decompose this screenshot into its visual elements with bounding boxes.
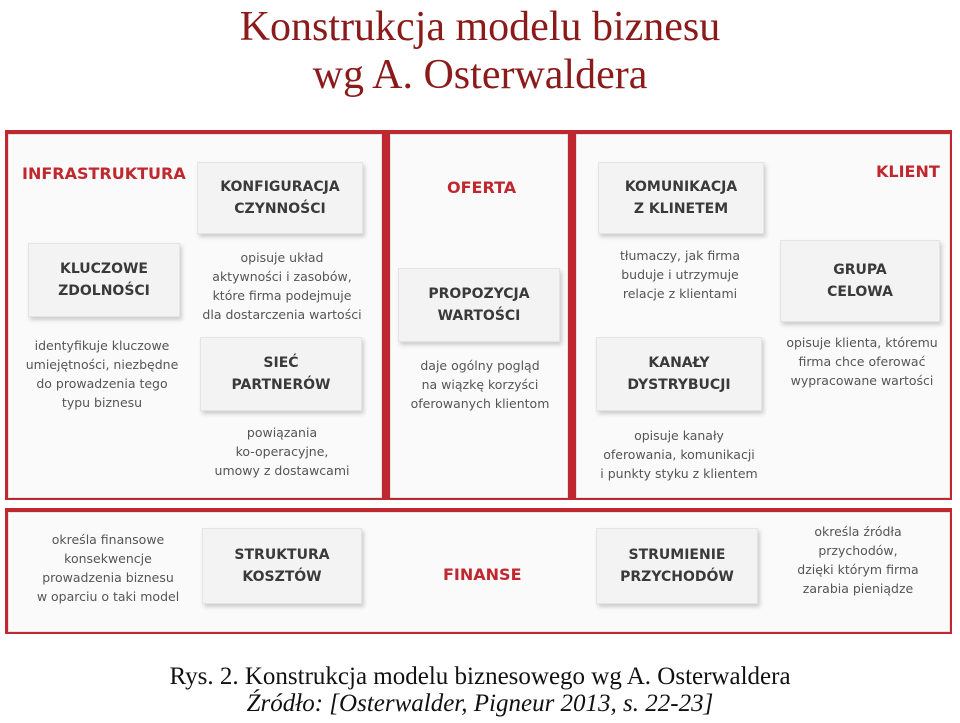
revenue-streams-desc: określa źródła przychodów, dzięki którym firma zarabia pieniądze bbox=[797, 524, 919, 596]
key-activities-block: KONFIGURACJA CZYNNOŚCI bbox=[197, 162, 363, 234]
header-finance: FINANSE bbox=[443, 565, 522, 584]
figure-source: Źródło: [Osterwalder, Pigneur 2013, s. 22-23] bbox=[246, 690, 714, 717]
cost-structure-desc: określa finansowe konsekwencje prowadzenia biznesu w oparciu o taki model bbox=[36, 532, 180, 604]
partners-desc: powiązania ko-operacyjne, umowy z dostawcami bbox=[214, 425, 350, 478]
key-activities-desc: opisuje układ aktywności i zasobów, które firma podejmuje dla dostarczenia wartości bbox=[202, 250, 362, 322]
relationships-block: KOMUNIKACJA Z KLINETEM bbox=[598, 162, 764, 234]
key-resources-block: KLUCZOWE ZDOLNOŚCI bbox=[28, 243, 180, 317]
value-proposition-block: PROPOZYCJA WARTOŚCI bbox=[398, 268, 560, 342]
key-resources-desc: identyfikuje kluczowe umiejętności, niezbędne do prowadzenia tego typu biznesu bbox=[25, 338, 179, 410]
relationships-desc: tłumaczy, jak firma buduje i utrzymuje relacje z klientami bbox=[620, 248, 740, 301]
channels-block: KANAŁY DYSTRYBUCJI bbox=[596, 337, 762, 411]
page-title-line2: wg A. Osterwaldera bbox=[312, 52, 648, 98]
customer-segments-desc: opisuje klienta, któremu firma chce oferować wypracowane wartości bbox=[786, 335, 938, 388]
value-proposition-desc: daje ogólny pogląd na wiązkę korzyści oferowanych klientom bbox=[410, 358, 550, 411]
figure-caption: Rys. 2. Konstrukcja modelu biznesowego wg A. Osterwaldera bbox=[169, 663, 791, 690]
cost-structure-block: STRUKTURA KOSZTÓW bbox=[202, 528, 362, 604]
header-customer: KLIENT bbox=[876, 162, 940, 181]
header-infrastructure: INFRASTRUKTURA bbox=[22, 164, 186, 183]
customer-segments-block: GRUPA CELOWA bbox=[780, 240, 940, 322]
channels-desc: opisuje kanały oferowania, komunikacji i punkty styku z klientem bbox=[600, 428, 758, 481]
header-offer: OFERTA bbox=[447, 178, 517, 197]
page-title-line1: Konstrukcja modelu biznesu bbox=[239, 4, 721, 50]
revenue-streams-block: STRUMIENIE PRZYCHODÓW bbox=[596, 528, 758, 604]
partners-block: SIEĆ PARTNERÓW bbox=[200, 337, 362, 411]
